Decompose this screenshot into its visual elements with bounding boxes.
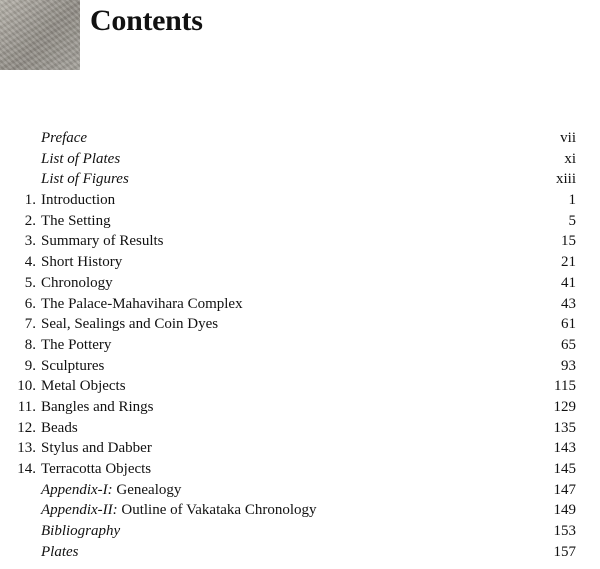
toc-entry-number: 13. [17, 440, 36, 457]
toc-entry-page: 153 [553, 523, 576, 540]
toc-entry-page: 129 [553, 398, 576, 415]
toc-entry-number: 12. [17, 419, 36, 436]
toc-entry-number: 6. [24, 295, 36, 312]
toc-entry [0, 397, 600, 418]
toc-entry-page: vii [560, 130, 576, 146]
toc-entry [0, 273, 600, 294]
toc-entry-number: 10. [17, 378, 36, 395]
toc-entry-title: Plates [41, 543, 79, 560]
toc-entry-title: Summary of Results [41, 233, 164, 250]
toc-entry [0, 500, 600, 521]
toc-entry [0, 521, 600, 542]
toc-entry-title-rest: Genealogy [116, 481, 182, 498]
toc-entry-page: 147 [553, 481, 576, 498]
toc-entry-number: 4. [24, 254, 36, 271]
toc-entry-page: 21 [561, 254, 576, 271]
toc-entry-page: 157 [553, 543, 576, 560]
toc-entry-page: 65 [561, 336, 576, 353]
toc-entry [0, 169, 600, 190]
toc-entry-title: Sculptures [41, 357, 105, 374]
toc-entry-number: 3. [24, 233, 36, 250]
toc-entry-title: Seal, Sealings and Coin Dyes [41, 316, 219, 333]
toc-entry-number: 1. [24, 192, 36, 209]
toc-entry-page: 93 [561, 357, 576, 374]
toc-entry-title: Bangles and Rings [41, 398, 154, 415]
toc-entry-title [41, 480, 181, 501]
toc-entry-number: 11. [17, 398, 36, 415]
toc-entry [0, 294, 600, 315]
toc-entry-number: 14. [17, 461, 36, 477]
toc-entry-title: Metal Objects [41, 378, 126, 395]
toc-entry [0, 128, 600, 149]
toc-entry-title: Introduction [41, 192, 116, 209]
toc-entry-number: 8. [24, 336, 36, 353]
toc-entry-title-rest: Outline of Vakataka Chronology [121, 502, 317, 519]
toc-entry-title: List of Plates [41, 150, 121, 167]
toc-entry-title: Preface [41, 130, 88, 146]
toc-entry-page: 143 [553, 440, 576, 457]
toc-entry [0, 376, 600, 397]
toc-entry-title: The Pottery [41, 336, 112, 353]
toc-entry-title-lead: Appendix-II: [41, 502, 118, 519]
toc-entry-title: Chronology [41, 274, 113, 291]
toc-entry-page: 135 [553, 419, 576, 436]
toc-entry-title: Beads [41, 419, 78, 436]
toc-entry [0, 418, 600, 439]
toc-entry-page: 61 [561, 316, 576, 333]
toc-entry-title [41, 500, 317, 521]
toc-entry-page: 145 [553, 461, 576, 477]
toc-entry [0, 459, 600, 480]
toc-entry-page: 1 [568, 192, 576, 209]
toc-entry-page: 5 [568, 212, 576, 229]
toc-entry [0, 542, 600, 563]
toc-entry-title: Terracotta Objects [41, 461, 152, 477]
page-title: Contents [90, 4, 203, 37]
toc-entry [0, 438, 600, 459]
toc-entry [0, 314, 600, 335]
toc-entry-page: 149 [553, 502, 576, 519]
toc-entry-number: 9. [24, 357, 36, 374]
toc-entry-title: Short History [41, 254, 123, 271]
toc-entry [0, 356, 600, 377]
toc-entry-title: List of Figures [41, 171, 129, 188]
toc-entry [0, 252, 600, 273]
toc-entry-page: xiii [555, 171, 576, 188]
decorative-texture-block [0, 0, 80, 70]
toc-entry-page: 43 [561, 295, 576, 312]
toc-entry-title: Bibliography [41, 523, 121, 540]
toc-entry-page: 41 [561, 274, 576, 291]
toc-entry-page: xi [564, 150, 576, 167]
toc-entry-number: 7. [24, 316, 36, 333]
toc-entry [0, 231, 600, 252]
toc-entry [0, 149, 600, 170]
toc-entry [0, 335, 600, 356]
toc-entry-title: The Palace-Mahavihara Complex [41, 295, 243, 312]
toc-entry [0, 190, 600, 211]
table-of-contents [0, 128, 600, 562]
toc-entry-page: 15 [561, 233, 576, 250]
toc-entry-title: Stylus and Dabber [41, 440, 152, 457]
toc-entry-title-lead: Appendix-I: [41, 481, 113, 498]
toc-entry [0, 211, 600, 232]
toc-entry-page: 115 [554, 378, 576, 395]
toc-entry-title: The Setting [41, 212, 111, 229]
toc-entry [0, 480, 600, 501]
toc-entry-number: 5. [24, 274, 36, 291]
toc-entry-number: 2. [24, 212, 36, 229]
